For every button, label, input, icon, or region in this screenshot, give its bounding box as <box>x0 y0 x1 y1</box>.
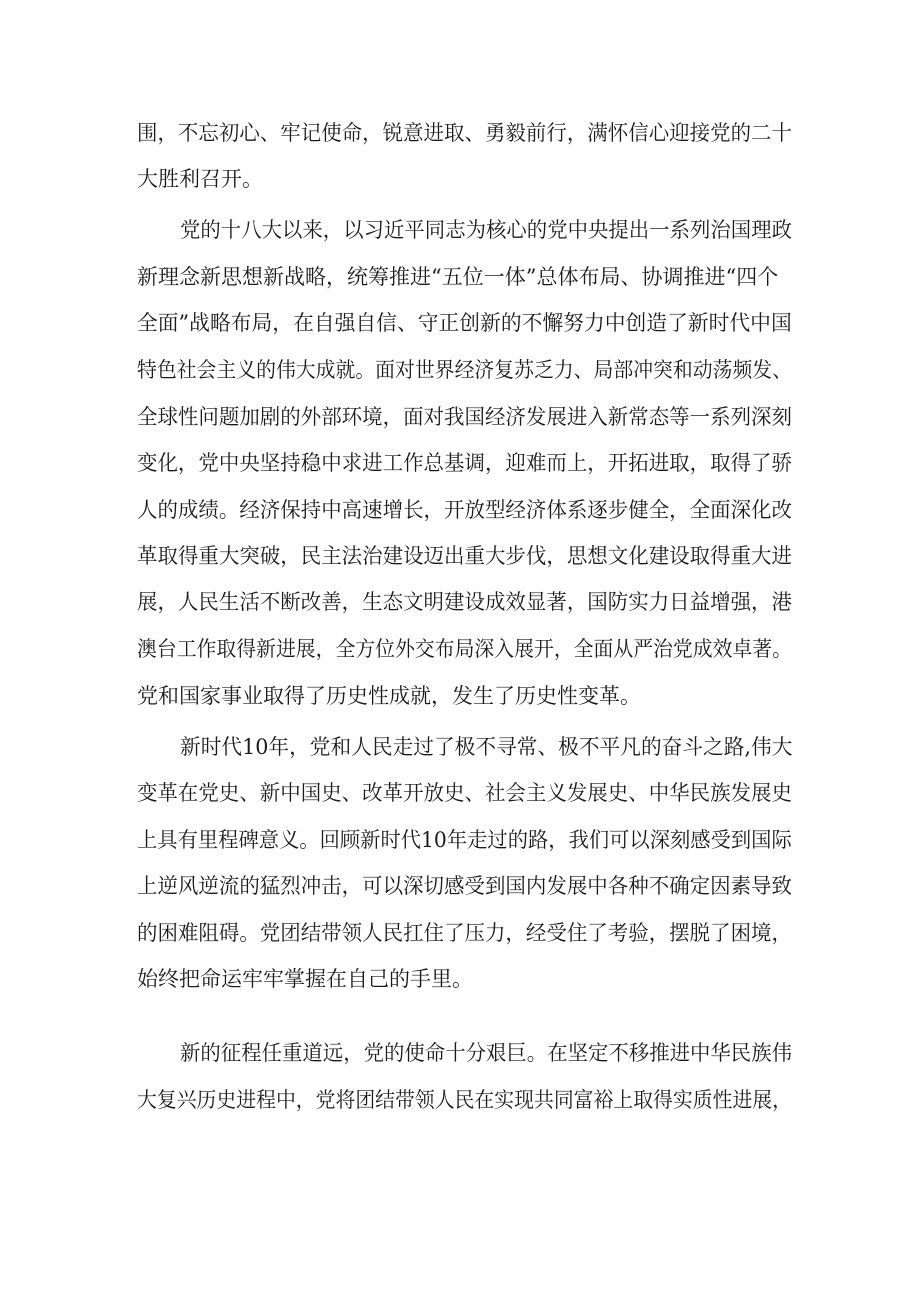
text-line: 人的成绩。经济保持中高速增长，开放型经济体系逐步健全，全面深化改 <box>137 498 792 522</box>
text-line: 全面”战略布局，在自强自信、守正创新的不懈努力中创造了新时代中国 <box>137 311 792 335</box>
text-line: 党的十八大以来，以习近平同志为核心的党中央提出一系列治国理政 <box>180 218 792 242</box>
text-line: 上逆风逆流的猛烈冲击，可以深切感受到国内发展中各种不确定因素导致 <box>137 874 792 898</box>
text-line: 全球性问题加剧的外部环境，面对我国经济发展进入新常态等一系列深刻 <box>137 405 792 429</box>
text-line: 革取得重大突破，民主法治建设迈出重大步伐，思想文化建设取得重大进 <box>137 544 792 568</box>
text-line: 大复兴历史进程中，党将团结带领人民在实现共同富裕上取得实质性进展， <box>137 1088 792 1112</box>
text-line: 上具有里程碑意义。回顾新时代10年走过的路，我们可以深刻感受到国际 <box>137 828 792 852</box>
text-line: 澳台工作取得新进展，全方位外交布局深入展开，全面从严治党成效卓著。 <box>137 637 792 661</box>
text-line: 大胜利召开。 <box>137 167 263 191</box>
text-line: 新时代10年，党和人民走过了极不寻常、极不平凡的奋斗之路,伟大 <box>180 735 793 759</box>
text-line: 新理念新思想新战略，统筹推进“五位一体”总体布局、协调推进“四个 <box>137 265 779 289</box>
text-line: 的困难阻碍。党团结带领人民扛住了压力，经受住了考验，摆脱了困境， <box>137 921 792 945</box>
text-line: 变革在党史、新中国史、改革开放史、社会主义发展史、中华民族发展史 <box>137 781 792 805</box>
text-line: 始终把命运牢牢掌握在自己的手里。 <box>137 967 473 991</box>
text-line: 围，不忘初心、牢记使命，锐意进取、勇毅前行，满怀信心迎接党的二十 <box>137 121 792 145</box>
text-line: 党和国家事业取得了历史性成就，发生了历史性变革。 <box>137 684 641 708</box>
text-line: 变化，党中央坚持稳中求进工作总基调，迎难而上，开拓进取，取得了骄 <box>137 451 792 475</box>
text-line: 特色社会主义的伟大成就。面对世界经济复苏乏力、局部冲突和动荡频发、 <box>137 358 792 382</box>
text-line: 新的征程任重道远，党的使命十分艰巨。在坚定不移推进中华民族伟 <box>180 1041 792 1065</box>
text-line: 展，人民生活不断改善，生态文明建设成效显著，国防实力日益增强，港 <box>137 590 792 614</box>
